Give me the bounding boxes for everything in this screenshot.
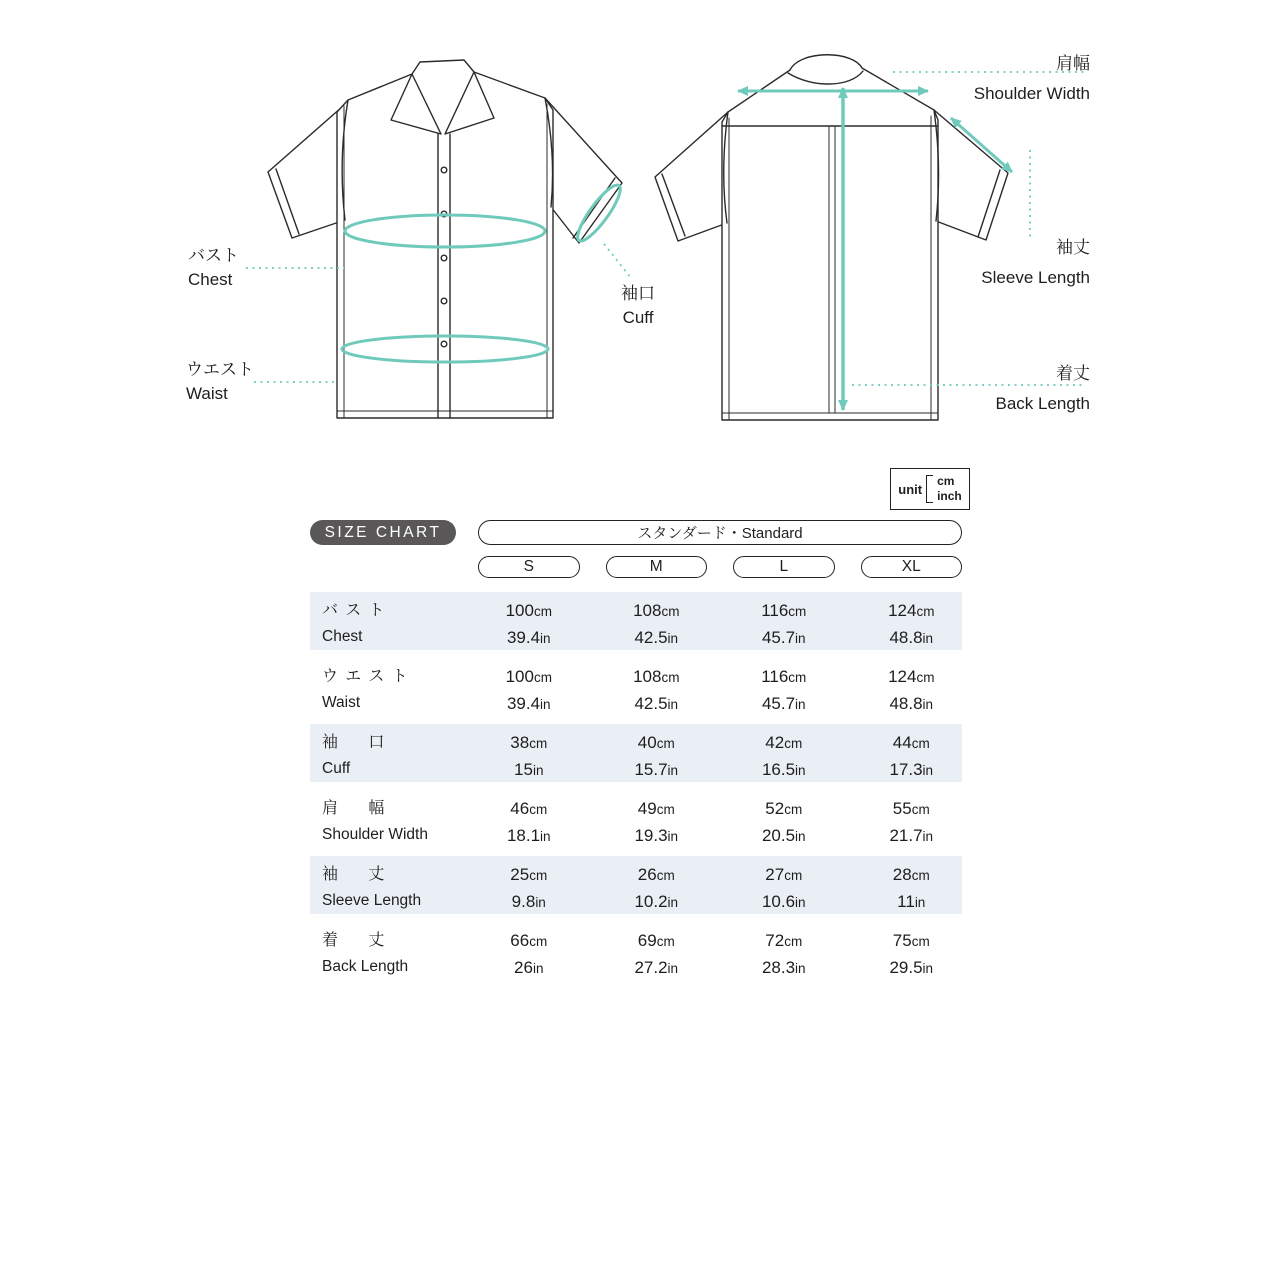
size-pill-m: M [606,556,708,578]
value-cell: 46cm 18.1in [506,799,551,845]
chest-label-en: Chest [188,270,233,289]
chest-label [188,244,308,292]
waist-label-en: Waist [186,384,228,403]
front-body [337,60,553,418]
sleeve-length-label-jp: 袖丈 [1056,238,1090,257]
value-cell: 44cm 17.3in [889,733,934,779]
row-label-jp: 袖 口 [322,734,392,751]
row-label-en: Chest [322,628,363,645]
value-cell: 108cm 42.5in [633,601,680,647]
row-label-jp: 袖 丈 [322,866,392,883]
shoulder-width-label-en: Shoulder Width [973,84,1090,103]
value-cell: 40cm 15.7in [634,733,679,779]
sleeve-length-label-en: Sleeve Length [981,268,1090,287]
value-cell: 26cm 10.2in [634,865,679,911]
value-cell: 52cm 20.5in [761,799,806,845]
row-label-en: Waist [322,694,361,711]
value-cell: 28cm 11in [892,865,930,911]
value-cell: 38cm 15in [510,733,548,779]
row-label-en: Back Length [322,958,409,975]
unit-inch: inch [937,489,962,503]
value-cell: 27cm 10.6in [761,865,806,911]
front-shirt-diagram [268,60,622,418]
size-chart [310,520,962,980]
unit-cm: cm [937,474,955,488]
size-pill-xl: XL [861,556,963,578]
table-row-chest [310,592,962,650]
value-cell: 25cm 9.8in [510,865,548,911]
size-chart-rows [310,592,962,980]
value-cell: 124cm 48.8in [888,667,935,713]
value-cell: 55cm 21.7in [889,799,934,845]
back-length-label [890,362,1090,416]
value-cell: 72cm 28.3in [761,931,806,977]
value-cell: 49cm 19.3in [634,799,679,845]
value-cell: 69cm 27.2in [634,931,679,977]
size-header-row [310,556,962,578]
fit-type-pill: スタンダード・Standard [478,520,962,545]
waist-label [186,358,306,406]
value-cell: 116cm 45.7in [761,601,807,647]
row-label-jp: 肩 幅 [322,800,392,817]
shoulder-width-label-jp: 肩幅 [1056,54,1090,73]
cuff-label [598,282,678,330]
unit-bracket-icon [926,475,933,503]
row-label-en: Sleeve Length [322,892,422,909]
table-row-back-length [310,922,962,980]
unit-indicator [890,468,970,510]
value-cell: 108cm 42.5in [633,667,680,713]
table-row-waist [310,658,962,716]
back-length-label-en: Back Length [995,394,1090,413]
value-cell: 100cm 39.4in [505,601,552,647]
back-left-sleeve [655,112,728,241]
table-row-cuff [310,724,962,782]
value-cell: 116cm 45.7in [761,667,807,713]
row-label-en: Cuff [322,760,351,777]
row-label-jp: バスト [322,602,392,619]
unit-label: unit [898,481,923,497]
value-cell: 66cm 26in [510,931,548,977]
value-cell: 42cm 16.5in [761,733,806,779]
back-length-label-jp: 着丈 [1056,364,1090,383]
sleeve-length-label [890,236,1090,290]
waist-label-jp: ウエスト [186,360,254,379]
back-right-sleeve [934,110,1008,240]
table-row-sleeve-length [310,856,962,914]
chest-label-jp: バスト [188,246,239,265]
row-label-en: Shoulder Width [322,826,428,843]
size-pill-s: S [478,556,580,578]
cuff-label-en: Cuff [622,308,654,327]
row-label-jp: 着 丈 [322,932,392,949]
cuff-label-jp: 袖口 [621,284,655,303]
row-label-jp: ウエスト [322,668,415,685]
value-cell: 100cm 39.4in [505,667,552,713]
size-chart-header [310,520,962,545]
size-pill-l: L [733,556,835,578]
table-row-shoulder-width [310,790,962,848]
value-cell: 124cm 48.8in [888,601,935,647]
value-cell: 75cm 29.5in [889,931,934,977]
size-chart-title-badge: SIZE CHART [310,520,456,545]
shoulder-width-label [890,52,1090,106]
